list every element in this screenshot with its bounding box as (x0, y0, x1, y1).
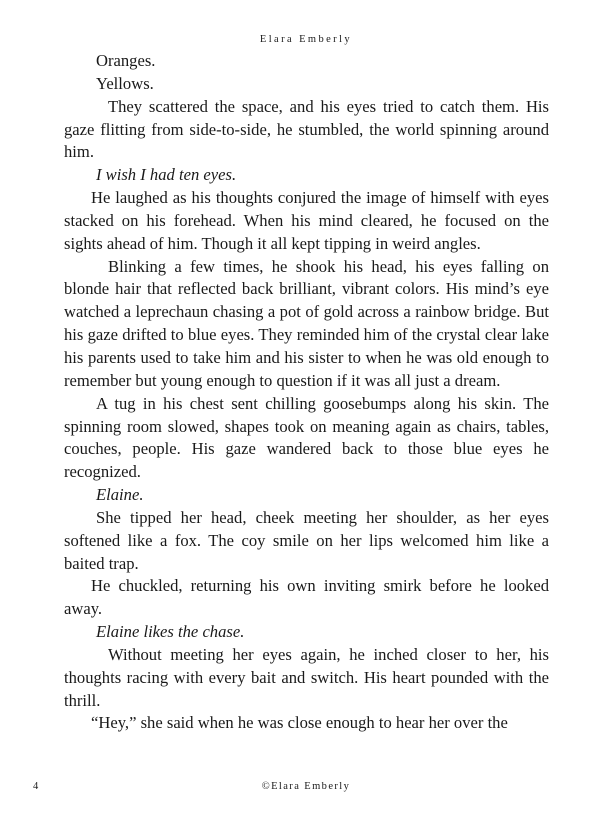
italic-thought: Elaine likes the chase. (96, 622, 245, 642)
page-body (64, 50, 549, 735)
paragraph: Without meeting her eyes again, he inched closer to her, his thoughts racing with every bait and switch. His heart pounded with the thrill. (64, 644, 549, 710)
footer-copyright: ©Elara Emberly (261, 781, 351, 792)
page-number: 4 (33, 781, 39, 792)
paragraph: “Hey,” she said when he was close enough to hear her over the (91, 713, 508, 733)
paragraph: Yellows. (96, 73, 154, 93)
paragraph: A tug in his chest sent chilling goosebumps along his skin. The spinning room slowed, shapes took on meaning again as chairs, tables, couches, people. His gaze wandered back to those blue eyes he recognized. (64, 393, 549, 482)
paragraph: He laughed as his thoughts conjured the image of himself with eyes stacked on his forehead. When his mind cleared, he focused on the sights ahead of him. Though it all kept tipping in weird angles. (64, 188, 549, 253)
paragraph: Oranges. (96, 51, 156, 70)
paragraph: They scattered the space, and his eyes tried to catch them. His gaze flitting from side-to-side, he stumbled, the world spinning around him. (64, 96, 549, 162)
italic-thought: I wish I had ten eyes. (96, 165, 237, 185)
paragraph: She tipped her head, cheek meeting her shoulder, as her eyes softened like a fox. The coy smile on her lips welcomed him like a baited trap. (64, 507, 549, 573)
paragraph: Blinking a few times, he shook his head, his eyes falling on blonde hair that reflected back brilliant, vibrant colors. His mind’s eye watched a leprechaun chasing a pot of gold across a rainbow bridge. But his gaze drifted to blue eyes. They reminded him of the crystal clear lake his parents used to take him and his sister to when he was old enough to remember but young enough to question if it was all just a dream. (64, 256, 549, 390)
running-header-author: Elara Emberly (259, 34, 353, 45)
paragraph: He chuckled, returning his own inviting smirk before he looked away. (64, 576, 549, 619)
italic-thought: Elaine. (96, 485, 144, 505)
